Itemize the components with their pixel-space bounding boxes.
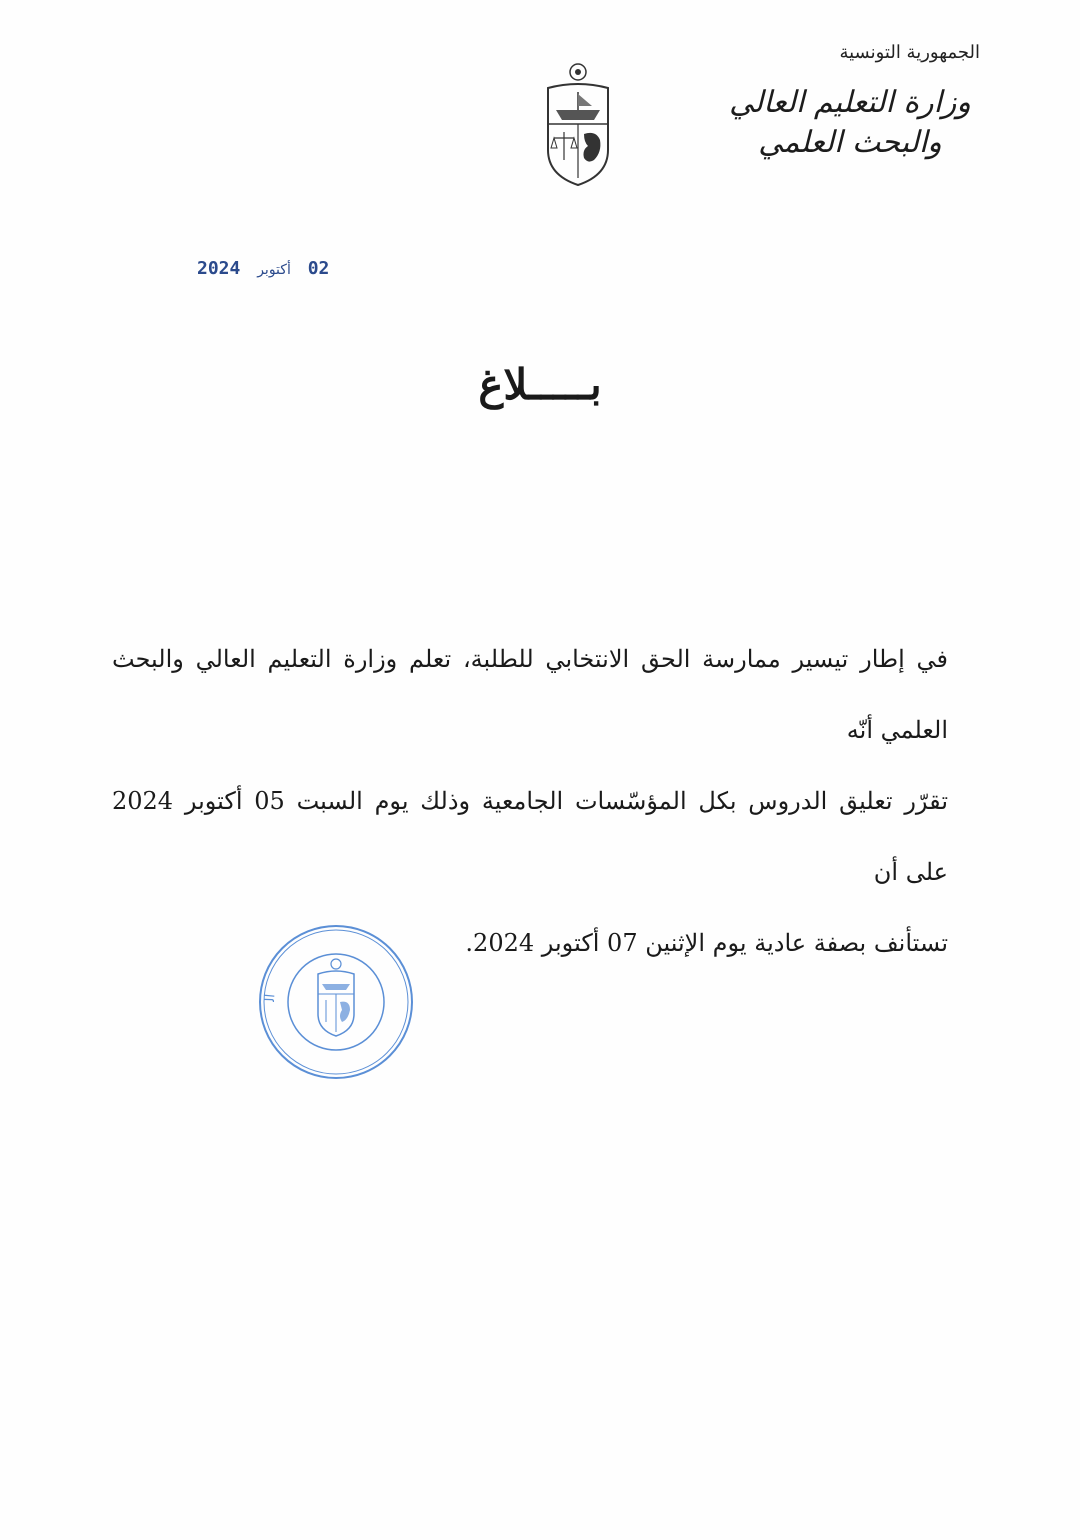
date-month: أكتوبر <box>257 262 291 278</box>
republic-name: الجمهورية التونسية <box>839 42 980 63</box>
official-seal-icon <box>256 922 416 1082</box>
letterhead <box>700 42 1000 163</box>
svg-text:الجمهورية التونسية * وزارة الت: ال <box>262 993 279 1003</box>
ministry-name-line1: وزارة التعليم العالي <box>729 85 971 120</box>
announcement-body <box>112 624 948 979</box>
body-line-2: تقرّر تعليق الدروس بكل المؤسّسات الجامعية وذلك يوم السبت 05 أكتوبر 2024 على أن <box>112 787 948 886</box>
page-title: بـــــلاغ <box>478 360 602 409</box>
coat-of-arms-icon <box>538 60 618 190</box>
date-year: 2024 <box>197 258 241 279</box>
ministry-name-line2: والبحث العلمي <box>758 125 942 160</box>
body-line-3: تستأنف بصفة عادية يوم الإثنين 07 أكتوبر 2024. <box>465 929 948 957</box>
date-stamp <box>194 258 332 279</box>
body-line-1: في إطار تيسير ممارسة الحق الانتخابي للطلبة، تعلم وزارة التعليم العالي والبحث العلمي أنّه <box>112 645 948 744</box>
date-day: 02 <box>307 258 330 279</box>
